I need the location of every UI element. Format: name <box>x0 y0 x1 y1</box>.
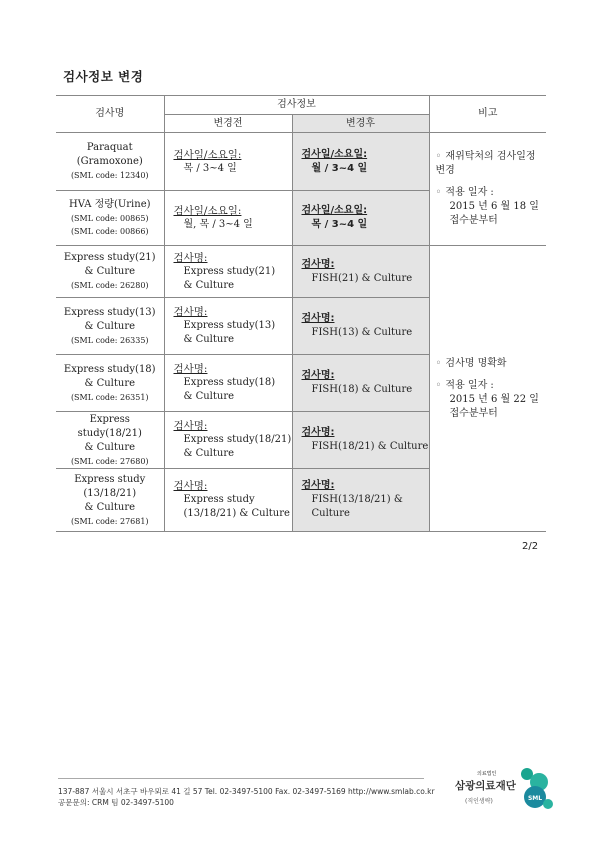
before-label: 검사명: <box>173 251 208 264</box>
after-cell <box>292 191 429 246</box>
after-label: 검사일/소요일: <box>301 148 368 160</box>
before-label: 검사명: <box>173 420 208 432</box>
sml-code: (SML code: 26335) <box>70 335 149 345</box>
test-name-line: Express study(18) <box>63 363 156 375</box>
before-value: Express study(18) <box>183 377 276 388</box>
page-number: 2/2 <box>522 541 539 552</box>
note-date: 2015 년 6 월 18 일 접수분부터 <box>449 201 539 226</box>
test-info-change-table <box>56 95 546 532</box>
header-after: 변경후 <box>292 115 429 133</box>
before-value: & Culture <box>183 334 235 345</box>
note-bullet: ◦ 재위탁처의 검사일정 변경 <box>436 150 547 178</box>
before-cell <box>164 133 292 191</box>
before-value: Express study(18/21) <box>183 434 292 445</box>
note-cell-schedule <box>429 133 546 246</box>
sml-code: (SML code: 26280) <box>70 281 149 290</box>
test-name-cell <box>56 133 164 191</box>
before-value: & Culture <box>183 279 235 291</box>
footer-contact: 공문문의: CRM 팀 02-3497-5100 <box>58 798 174 807</box>
after-label: 검사일/소요일: <box>301 205 368 216</box>
after-cell <box>292 412 429 469</box>
logo-sub: (직인생략) <box>465 798 493 805</box>
after-label: 검사명: <box>301 427 335 438</box>
page-title: 검사정보 변경 <box>63 69 144 84</box>
after-cell <box>292 469 429 532</box>
before-cell <box>164 246 292 298</box>
header-test-info: 검사정보 <box>164 96 429 115</box>
after-cell <box>292 246 429 298</box>
before-label: 검사일/소요일: <box>173 148 242 161</box>
test-name-cell <box>56 246 164 298</box>
after-value: FISH(13) & Culture <box>311 327 413 338</box>
sml-code: (SML code: 26351) <box>70 392 149 402</box>
foundation-logo <box>455 772 555 820</box>
before-cell <box>164 469 292 532</box>
sml-code: (SML code: 27680) <box>70 456 149 466</box>
after-value: FISH(21) & Culture <box>311 272 413 284</box>
before-label: 검사일/소요일: <box>173 205 242 217</box>
before-cell <box>164 191 292 246</box>
after-label: 검사명: <box>301 480 335 491</box>
header-before: 변경전 <box>164 115 292 133</box>
note-bullet: ◦ 적용 일자 : <box>436 379 547 393</box>
after-value: FISH(13/18/21) & Culture <box>311 494 403 519</box>
note-bullet: ◦ 적용 일자 : <box>436 186 547 200</box>
before-cell <box>164 298 292 355</box>
logo-name: 삼광의료재단 <box>455 780 516 792</box>
test-name-line: HVA 정량(Urine) <box>68 199 151 210</box>
test-name-line: Express study <box>74 473 146 485</box>
test-name-line: & Culture <box>84 266 136 277</box>
after-label: 검사명: <box>301 370 335 381</box>
table-row <box>56 246 546 298</box>
before-value: & Culture <box>183 448 235 459</box>
test-name-cell <box>56 469 164 532</box>
sml-code: (SML code: 00865) <box>70 214 149 223</box>
test-name-cell <box>56 191 164 246</box>
after-value: 목 / 3~4 일 <box>311 219 368 230</box>
after-cell <box>292 298 429 355</box>
before-value: Express study(21) <box>183 265 276 277</box>
sml-logo-icon <box>515 764 555 816</box>
sml-code: (SML code: 27681) <box>70 516 149 526</box>
after-value: 월 / 3~4 일 <box>311 162 368 174</box>
before-label: 검사명: <box>173 306 208 318</box>
before-cell <box>164 355 292 412</box>
sml-code: (SML code: 00866) <box>70 227 149 236</box>
after-cell <box>292 355 429 412</box>
before-value: (13/18/21) & Culture <box>183 508 290 519</box>
note-bullet: ◦ 검사명 명확화 <box>436 357 547 371</box>
table-row <box>56 133 546 191</box>
after-cell <box>292 133 429 191</box>
test-name-line: (Gramoxone) <box>76 156 143 167</box>
test-name-line: & Culture <box>84 377 136 389</box>
test-name-cell <box>56 412 164 469</box>
after-value: FISH(18) & Culture <box>311 384 413 395</box>
header-note: 비고 <box>429 96 546 133</box>
test-name-line: & Culture <box>84 320 136 332</box>
before-cell <box>164 412 292 469</box>
logo-small-text: 의료법인 <box>477 771 497 777</box>
test-name-line: & Culture <box>84 501 136 513</box>
test-name-line: Express study(21) <box>63 252 156 263</box>
note-cell-name <box>429 246 546 532</box>
after-value: FISH(18/21) & Culture <box>311 441 429 452</box>
before-value: 월, 목 / 3~4 일 <box>183 219 253 230</box>
note-date: 2015 년 6 월 22 일 접수분부터 <box>449 393 539 419</box>
test-name-line: Express study(18/21) <box>77 413 142 439</box>
before-value: Express study <box>183 494 255 505</box>
test-name-line: & Culture <box>84 441 136 453</box>
before-value: & Culture <box>183 391 235 402</box>
header-test-name: 검사명 <box>56 96 164 133</box>
sml-code: (SML code: 12340) <box>70 171 149 180</box>
footer-divider <box>58 778 424 779</box>
after-label: 검사명: <box>301 258 335 270</box>
logo-mark-text: SML <box>527 795 543 802</box>
before-value: 목 / 3~4 일 <box>183 162 237 174</box>
before-label: 검사명: <box>173 363 208 375</box>
test-name-line: Express study(13) <box>63 306 156 318</box>
before-value: Express study(13) <box>183 320 276 331</box>
test-name-line: (13/18/21) <box>83 487 137 499</box>
footer-address: 137-887 서울시 서초구 바우뫼로 41 길 57 Tel. 02-3497-5100 Fax. 02-3497-5169 http://www.smlab.co.kr <box>58 787 435 796</box>
before-label: 검사명: <box>173 480 208 492</box>
test-name-cell <box>56 355 164 412</box>
test-name-cell <box>56 298 164 355</box>
test-name-line: Paraquat <box>86 142 133 153</box>
after-label: 검사명: <box>301 313 335 324</box>
